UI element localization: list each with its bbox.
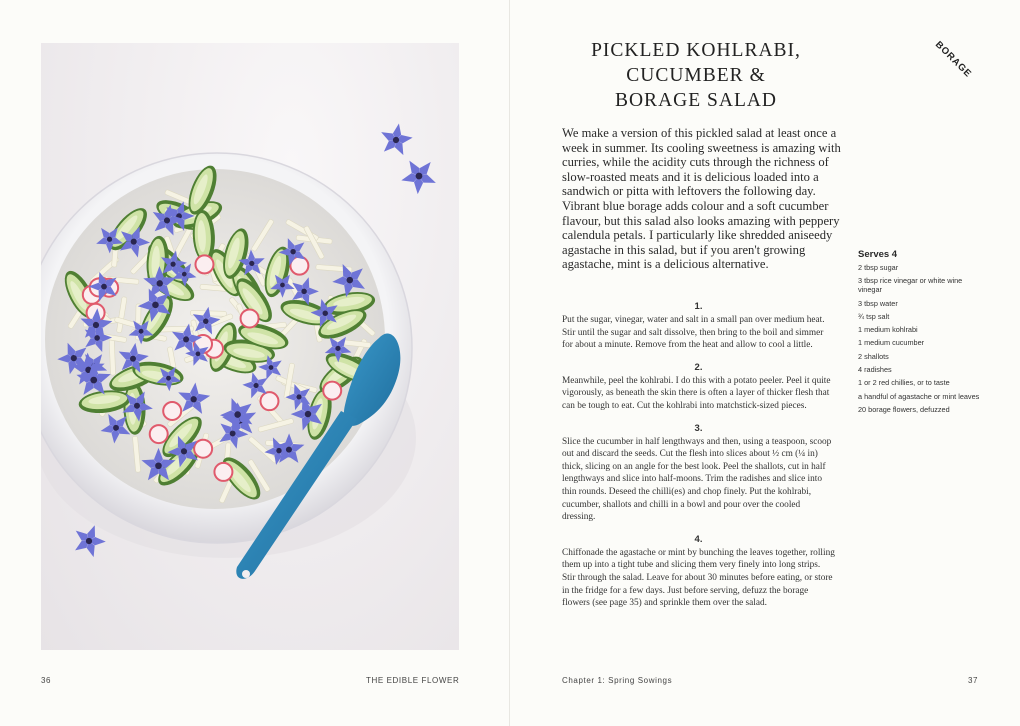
borage-flower bbox=[376, 120, 416, 158]
recipe-title bbox=[560, 38, 832, 113]
borage-flower bbox=[393, 150, 445, 201]
ingredient-item: 1 or 2 red chillies, or to taste bbox=[858, 378, 950, 388]
radish-slice bbox=[260, 392, 278, 410]
running-head-left: THE EDIBLE FLOWER bbox=[366, 676, 460, 685]
step-text: Put the sugar, vinegar, water and salt in a small pan over medium heat. Stir until the sugar and salt dissolve, then bring to the boil and simmer for about a minute. Remove from the heat and allow to cool a little. bbox=[562, 315, 825, 351]
salad-bowl-photo bbox=[41, 43, 459, 650]
radish-slice bbox=[323, 382, 341, 400]
step-number: 1. bbox=[694, 301, 703, 312]
ingredient-item: 3 tbsp rice vinegar or white wine vinegar bbox=[858, 276, 963, 295]
ingredient-item: 1 medium kohlrabi bbox=[858, 325, 918, 335]
radish-slice bbox=[150, 425, 168, 443]
title-line-1: PICKLED KOHLRABI, bbox=[591, 40, 801, 61]
page-number-left: 36 bbox=[41, 676, 52, 685]
step-text: Chiffonade the agastache or mint by bunching the leaves together, rolling them up into a tight tube and slicing them very finely into long strips. Stir through the salad. Leave for about 30 minutes before eating, or store in the fridge for a few days. Just before serving, defuzz the borage flowers (see page 35) and sprinkle them over the salad. bbox=[562, 547, 835, 609]
recipe-intro: We make a version of this pickled salad at least once a week in summer. Its cooling sweetness is amazing with curries, while the acidity cuts through the richness of slow-roasted meats and it is delicious loaded into a sandwich or pitta with leftovers the following day. Vibrant blue borage adds colour and a soft cucumber flavour, but this salad also looks amazing with peppery calendula petals. I particularly like shredded aniseedy agastache in this salad, but if you aren't growing agastache, mint is a delicious alternative. bbox=[562, 126, 841, 272]
radish-slice bbox=[194, 440, 212, 458]
serves-heading: Serves 4 bbox=[858, 249, 898, 260]
radish-slice bbox=[214, 463, 232, 481]
method-step bbox=[562, 422, 835, 524]
method-step bbox=[562, 533, 835, 610]
title-line-3: BORAGE SALAD bbox=[614, 90, 778, 111]
method-step bbox=[562, 361, 835, 413]
step-text: Slice the cucumber in half lengthways and then, using a teaspoon, scoop out and discard the seeds. Cut the flesh into slices about ½ cm (¼ in) thick, slicing on an angle for the best look. Peel the shallots, cut in half lengthways and slice into half-moons. Trim the radishes and slice into thin rounds. Deseed the chilli(es) and chop finely. Put the kohlrabi, cucumber, shallots and chilli in a bowl and pour over the cooled dressing. bbox=[562, 436, 832, 523]
ingredient-item: 2 shallots bbox=[858, 351, 889, 361]
step-text: Meanwhile, peel the kohlrabi. I do this with a potato peeler. Peel it quite vigorously, as beneath the skin there is often a layer of thicker flesh that can be tough to eat. Cut the kohlrabi into matchstick-sized pieces. bbox=[562, 375, 831, 411]
ingredients-panel bbox=[858, 249, 986, 419]
ingredient-item: ¾ tsp salt bbox=[858, 311, 890, 321]
step-number: 3. bbox=[694, 422, 703, 434]
radish-slice bbox=[241, 309, 259, 327]
ingredient-item: 4 radishes bbox=[858, 364, 892, 374]
step-number: 4. bbox=[694, 533, 703, 545]
step-number: 2. bbox=[694, 361, 703, 373]
method-steps bbox=[562, 300, 835, 619]
ingredient-item: 1 medium cucumber bbox=[858, 338, 925, 348]
ingredient-item: 2 tbsp sugar bbox=[858, 263, 899, 272]
kohlrabi-stick bbox=[109, 339, 115, 375]
ingredient-item: 20 borage flowers, defuzzed bbox=[858, 404, 950, 414]
ingredient-item: a handful of agastache or mint leaves bbox=[858, 391, 980, 401]
ingredient-item: 3 tbsp water bbox=[858, 298, 898, 308]
section-tab-borage: BORAGE bbox=[932, 39, 974, 80]
running-head-right: Chapter 1: Spring Sowings bbox=[562, 676, 673, 685]
page-number-right: 37 bbox=[968, 676, 979, 685]
radish-slice bbox=[195, 255, 213, 273]
radish-slice bbox=[163, 402, 181, 420]
title-line-2: CUCUMBER & bbox=[626, 65, 766, 86]
method-step bbox=[562, 300, 835, 352]
salad-illustration bbox=[41, 43, 459, 650]
